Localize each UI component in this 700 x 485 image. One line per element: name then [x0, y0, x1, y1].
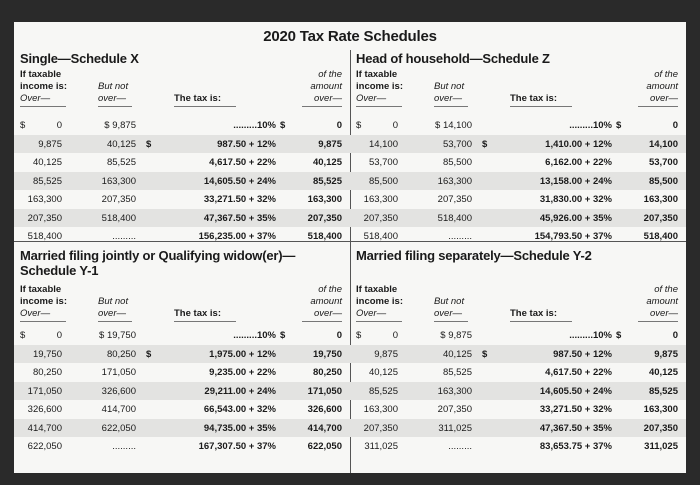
header-underline [638, 321, 678, 322]
table-row [14, 363, 350, 382]
header-amount: amount [310, 81, 342, 92]
amount-cell [276, 367, 342, 379]
amount-value: 163,300 [307, 194, 342, 205]
not-over-value: 80,250 [106, 348, 136, 360]
tax-value: 9,235.00 + 22% [209, 367, 276, 378]
not-over-value: 207,350 [437, 404, 472, 415]
tax-cell [138, 386, 276, 398]
header-but-not: But not [434, 296, 465, 307]
header-tax-is: The tax is: [510, 93, 557, 104]
header-income-is: income is: [20, 296, 67, 307]
over-value: 0 [56, 120, 62, 131]
over-value: 0 [392, 330, 398, 341]
tax-cell [474, 367, 612, 379]
header-amount: amount [310, 296, 342, 307]
table-row [14, 437, 350, 456]
tax-value: 4,617.50 + 22% [545, 367, 612, 378]
table-row [350, 363, 686, 382]
header-income-is: income is: [356, 296, 403, 307]
header-underline [98, 321, 132, 322]
tax-value: 13,158.00 + 24% [539, 175, 612, 187]
tax-rate-sheet [14, 22, 686, 473]
not-over-value: 207,350 [101, 194, 136, 205]
schedule-title: Married filing jointly or Qualifying widow(er)—Schedule Y-1 [20, 248, 296, 278]
tax-value: 66,543.00 + 32% [203, 404, 276, 415]
header-of-the: of the [654, 284, 678, 295]
over-value: 311,025 [364, 441, 398, 452]
header-but-not-over: over— [434, 93, 462, 104]
header-underline [20, 321, 66, 322]
amount-cell [612, 386, 678, 398]
over-value: 622,050 [27, 441, 62, 452]
amount-value: 9,875 [654, 348, 678, 360]
not-over-value: 326,600 [101, 385, 136, 397]
over-dollar: $ [20, 120, 26, 131]
over-value: 53,700 [368, 157, 398, 168]
over-value: 207,350 [363, 422, 398, 434]
not-over-value: ......... [112, 231, 136, 242]
amount-cell [276, 423, 342, 435]
rate-table [350, 326, 686, 456]
tax-cell [474, 423, 612, 435]
over-dollar: $ [356, 120, 362, 131]
not-over-value: 311,025 [438, 422, 472, 434]
rate-table [14, 326, 350, 456]
over-value: 518,400 [27, 231, 62, 242]
not-over-value: 207,350 [437, 194, 472, 205]
amount-value: 19,750 [312, 348, 342, 360]
header-amount-over: over— [650, 308, 678, 319]
table-row [350, 326, 686, 345]
amount-value: 207,350 [307, 212, 342, 224]
tax-dollar: $ [482, 348, 488, 360]
amount-value: 518,400 [643, 231, 678, 242]
tax-cell [138, 349, 276, 361]
amount-value: 518,400 [307, 231, 342, 242]
header-but-not: But not [434, 81, 465, 92]
amount-value: 80,250 [312, 367, 342, 378]
schedule-title: Single—Schedule X [20, 51, 139, 66]
tax-value: .........10% [569, 120, 612, 131]
amount-value: 85,525 [312, 175, 342, 187]
tax-value: 83,653.75 + 37% [539, 441, 612, 452]
amount-value: 163,300 [643, 404, 678, 415]
amount-value: 40,125 [312, 157, 342, 168]
header-amount-over: over— [650, 93, 678, 104]
over-value: 0 [56, 330, 62, 341]
schedule-title: Married filing separately—Schedule Y-2 [356, 248, 592, 263]
header-but-not-over: over— [98, 308, 126, 319]
not-over-value: $ 19,750 [99, 330, 136, 341]
amount-cell [612, 404, 678, 416]
amount-value: 53,700 [648, 157, 678, 168]
tax-value: 1,410.00 + 12% [545, 138, 612, 150]
over-value: 9,875 [38, 138, 62, 150]
tax-value: 6,162.00 + 22% [545, 157, 612, 168]
not-over-value: ......... [112, 441, 136, 452]
header-amount-over: over— [314, 308, 342, 319]
over-value: 0 [392, 120, 398, 131]
amount-dollar: $ [616, 120, 622, 131]
page-title: 2020 Tax Rate Schedules [263, 28, 437, 45]
amount-value: 171,050 [307, 385, 342, 397]
header-amount: amount [646, 81, 678, 92]
not-over-value: 518,400 [101, 212, 136, 224]
amount-value: 0 [672, 120, 678, 131]
tax-dollar: $ [146, 348, 152, 360]
tax-value: 31,830.00 + 32% [539, 194, 612, 205]
header-income-is: income is: [356, 81, 403, 92]
not-over-value: 518,400 [437, 212, 472, 224]
tax-value: 987.50 + 12% [553, 348, 612, 360]
tax-value: .........10% [233, 120, 276, 131]
table-row [350, 400, 686, 419]
not-over-value: 40,125 [442, 348, 472, 360]
header-underline [174, 321, 236, 322]
amount-value: 85,525 [648, 385, 678, 397]
over-value: 14,100 [368, 138, 398, 150]
over-dollar: $ [356, 330, 362, 341]
tax-value: .........10% [569, 330, 612, 341]
tax-value: 45,926.00 + 35% [539, 212, 612, 224]
tax-value: 33,271.50 + 32% [539, 404, 612, 415]
table-row [14, 419, 350, 438]
not-over-value: ......... [448, 441, 472, 452]
header-amount: amount [646, 296, 678, 307]
amount-value: 40,125 [648, 367, 678, 378]
tax-value: 33,271.50 + 32% [203, 194, 276, 205]
table-row [14, 326, 350, 345]
over-value: 207,350 [363, 212, 398, 224]
amount-value: 9,875 [318, 138, 342, 150]
amount-cell [612, 349, 678, 361]
header-tax-is: The tax is: [174, 93, 221, 104]
tax-value: 47,367.50 + 35% [539, 422, 612, 434]
tax-value: 154,793.50 + 37% [534, 231, 612, 242]
not-over-value: 622,050 [101, 422, 136, 434]
header-of-the: of the [318, 69, 342, 80]
amount-cell [612, 423, 678, 435]
header-but-not: But not [98, 81, 129, 92]
over-value: 326,600 [27, 404, 62, 415]
header-but-not-over: over— [98, 93, 126, 104]
tax-cell [138, 423, 276, 435]
amount-value: 0 [336, 330, 342, 341]
table-row [350, 437, 686, 456]
tax-cell [474, 386, 612, 398]
not-over-value: 171,050 [101, 367, 136, 378]
header-over: Over— [356, 308, 387, 319]
tax-value: 94,735.00 + 35% [203, 422, 276, 434]
header-of-the: of the [654, 69, 678, 80]
amount-value: 0 [672, 330, 678, 341]
not-over-value: 53,700 [442, 138, 472, 150]
header-tax-is: The tax is: [174, 308, 221, 319]
amount-cell [612, 367, 678, 379]
amount-value: 207,350 [643, 422, 678, 434]
amount-dollar: $ [280, 330, 286, 341]
tax-value: 4,617.50 + 22% [209, 157, 276, 168]
not-over-value: $ 14,100 [435, 120, 472, 131]
header-underline [434, 321, 468, 322]
header-of-the: of the [318, 284, 342, 295]
tax-cell [474, 330, 612, 342]
table-row [14, 382, 350, 401]
amount-cell [276, 404, 342, 416]
amount-value: 207,350 [643, 212, 678, 224]
amount-dollar: $ [616, 330, 622, 341]
over-value: 163,300 [363, 404, 398, 415]
header-income-is: income is: [20, 81, 67, 92]
header-over: Over— [20, 93, 51, 104]
over-value: 80,250 [32, 367, 62, 378]
header-if-taxable: If taxable [356, 69, 398, 80]
not-over-value: 414,700 [101, 404, 136, 415]
amount-cell [276, 386, 342, 398]
over-value: 85,500 [368, 175, 398, 187]
tax-cell [474, 404, 612, 416]
amount-cell [612, 441, 678, 453]
amount-value: 0 [336, 120, 342, 131]
amount-dollar: $ [280, 120, 286, 131]
tax-value: 29,211.00 + 24% [204, 385, 276, 397]
tax-value: 987.50 + 12% [217, 138, 276, 150]
not-over-value: 163,300 [101, 175, 136, 187]
header-if-taxable: If taxable [20, 69, 62, 80]
amount-cell [276, 349, 342, 361]
over-value: 414,700 [27, 422, 62, 434]
schedule-title: Head of household—Schedule Z [356, 51, 550, 66]
table-row [350, 345, 686, 364]
over-value: 518,400 [363, 231, 398, 242]
not-over-value: 163,300 [437, 385, 472, 397]
tax-cell [138, 441, 276, 453]
over-value: 40,125 [368, 367, 398, 378]
header-but-not-over: over— [434, 308, 462, 319]
header-underline [356, 321, 402, 322]
not-over-value: 85,525 [106, 157, 136, 168]
over-value: 40,125 [32, 157, 62, 168]
not-over-value: 85,525 [442, 367, 472, 378]
table-row [14, 345, 350, 364]
amount-value: 622,050 [307, 441, 342, 452]
amount-value: 85,500 [648, 175, 678, 187]
over-dollar: $ [20, 330, 26, 341]
amount-value: 414,700 [307, 422, 342, 434]
not-over-value: $ 9,875 [440, 330, 472, 341]
tax-value: 14,605.50 + 24% [539, 385, 612, 397]
amount-value: 14,100 [648, 138, 678, 150]
table-row [350, 419, 686, 438]
header-but-not: But not [98, 296, 129, 307]
header-if-taxable: If taxable [356, 284, 398, 295]
over-value: 85,525 [368, 385, 398, 397]
tax-cell [474, 441, 612, 453]
tax-value: 14,605.50 + 24% [203, 175, 276, 187]
tax-cell [138, 330, 276, 342]
not-over-value: 163,300 [437, 175, 472, 187]
header-underline [510, 321, 572, 322]
schedule-panel [14, 22, 350, 473]
over-value: 171,050 [27, 385, 62, 397]
amount-value: 326,600 [307, 404, 342, 415]
amount-value: 311,025 [644, 441, 678, 452]
schedule-panel [350, 22, 686, 473]
over-value: 9,875 [374, 348, 398, 360]
not-over-value: 85,500 [442, 157, 472, 168]
tax-value: 167,307.50 + 37% [198, 441, 276, 452]
amount-value: 163,300 [643, 194, 678, 205]
not-over-value: 40,125 [106, 138, 136, 150]
tax-dollar: $ [482, 138, 488, 150]
over-value: 163,300 [363, 194, 398, 205]
not-over-value: $ 9,875 [104, 120, 136, 131]
tax-dollar: $ [146, 138, 152, 150]
table-row [350, 382, 686, 401]
over-value: 85,525 [32, 175, 62, 187]
header-over: Over— [20, 308, 51, 319]
tax-value: .........10% [233, 330, 276, 341]
tax-cell [138, 367, 276, 379]
tax-cell [474, 349, 612, 361]
over-value: 207,350 [27, 212, 62, 224]
tax-value: 47,367.50 + 35% [203, 212, 276, 224]
amount-cell [276, 441, 342, 453]
tax-value: 1,975.00 + 12% [209, 348, 276, 360]
not-over-value: ......... [448, 231, 472, 242]
header-over: Over— [356, 93, 387, 104]
over-value: 19,750 [32, 348, 62, 360]
tax-cell [138, 404, 276, 416]
amount-cell [276, 330, 342, 342]
header-tax-is: The tax is: [510, 308, 557, 319]
tax-value: 156,235.00 + 37% [198, 231, 276, 242]
over-value: 163,300 [27, 194, 62, 205]
header-if-taxable: If taxable [20, 284, 62, 295]
table-row [14, 400, 350, 419]
header-underline [302, 321, 342, 322]
amount-cell [612, 330, 678, 342]
header-amount-over: over— [314, 93, 342, 104]
